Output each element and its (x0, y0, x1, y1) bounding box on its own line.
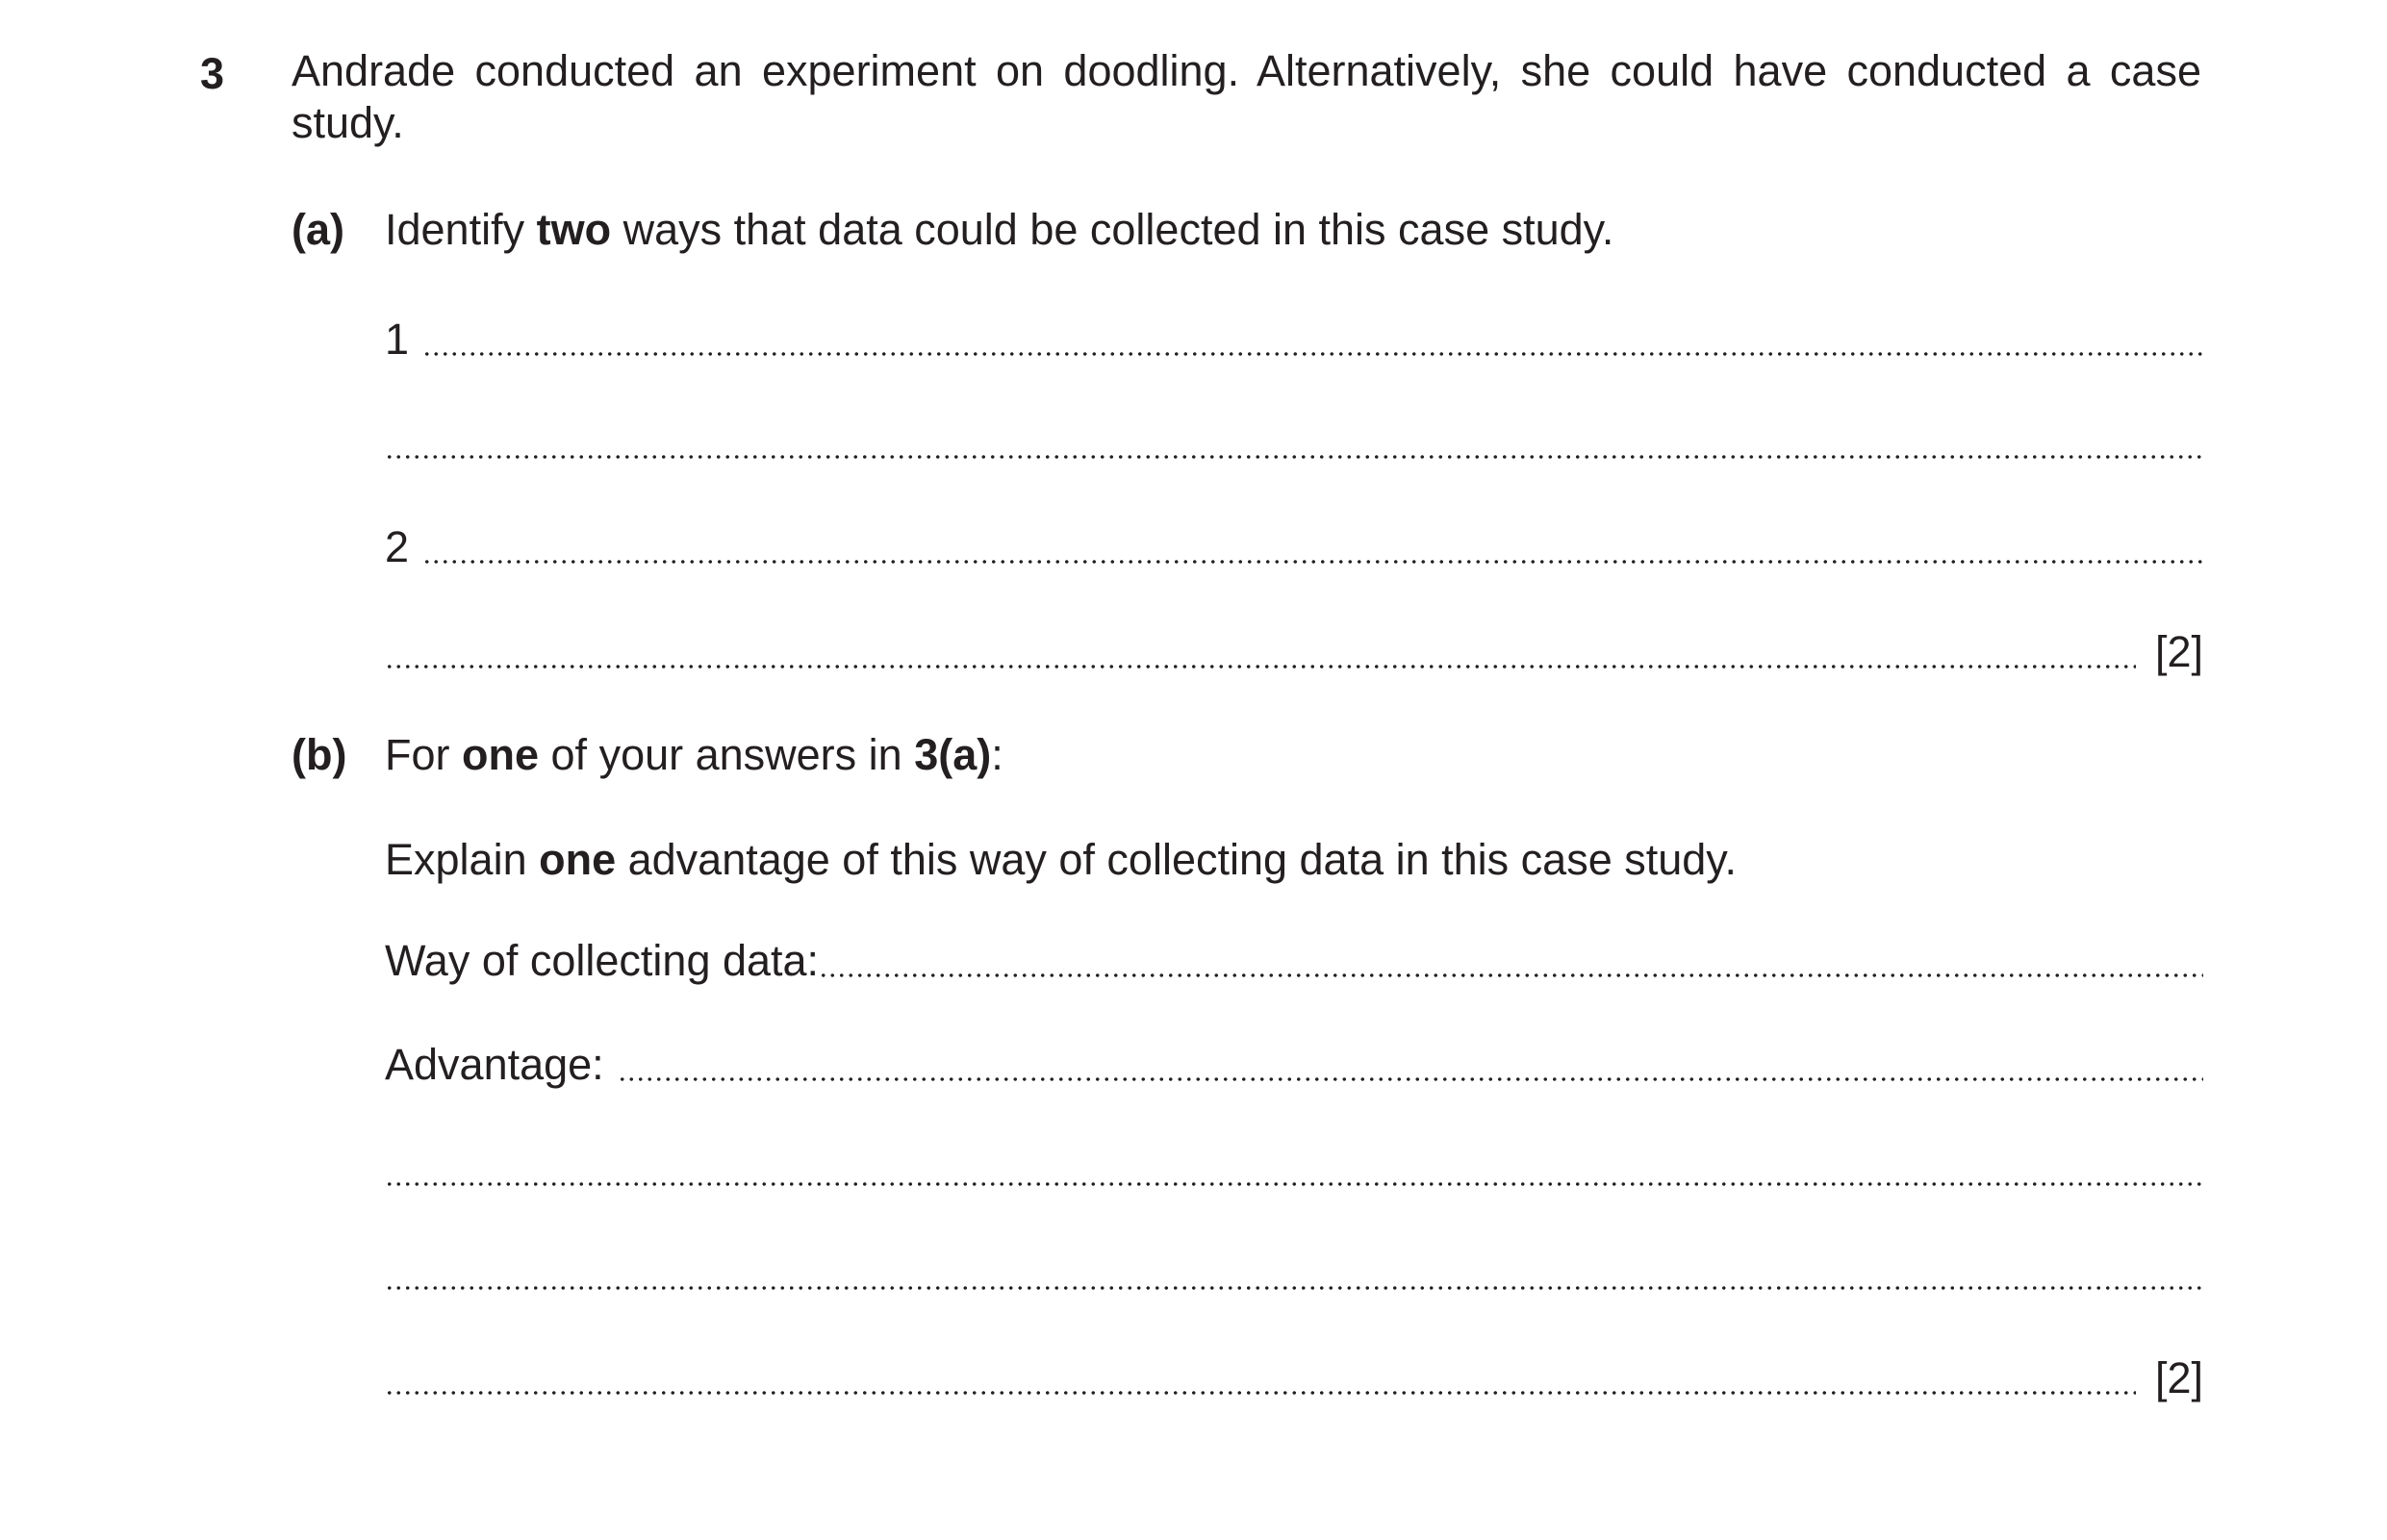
way-of-collecting-label: Way of collecting data: (385, 936, 820, 985)
part-a-prompt (385, 204, 1613, 256)
answer-line-a2-continued[interactable] (385, 620, 2203, 678)
answer-line-a1-continued[interactable] (385, 411, 2203, 468)
part-b-prompt-text-mid: of your answers in (539, 730, 915, 779)
answer-line-advantage-3[interactable] (385, 1242, 2203, 1300)
answer-line-way-of-collecting[interactable] (385, 929, 2203, 987)
question-number: 3 (200, 49, 225, 98)
part-b-prompt-reference: 3(a) (914, 730, 992, 779)
advantage-label: Advantage: (385, 1040, 604, 1089)
part-a-marks: [2] (2154, 627, 2203, 676)
part-a-prompt-text-end: ways that data could be collected in this case study. (611, 205, 1614, 254)
part-b-prompt (385, 729, 1003, 781)
dotted-rule (618, 1077, 2203, 1081)
answer-line-advantage-2[interactable] (385, 1138, 2203, 1196)
part-b-prompt-text: For (385, 730, 463, 779)
answer-line-a2[interactable] (385, 516, 2203, 573)
dotted-rule (385, 1286, 2203, 1290)
dotted-rule (422, 352, 2203, 356)
part-b-explain-text: Explain (385, 835, 540, 884)
answer-number-2: 2 (385, 522, 410, 571)
answer-line-advantage[interactable] (385, 1033, 2203, 1091)
part-b-prompt-emphasis: one (462, 730, 540, 779)
part-b-explain (385, 834, 1737, 886)
question-stem-line-1: Andrade conducted an experiment on doodling. Alternatively, she could have conducted a case (292, 46, 2201, 95)
dotted-rule (422, 560, 2203, 564)
part-b-label: (b) (292, 730, 347, 779)
part-b-explain-emphasis: one (539, 835, 617, 884)
dotted-rule (385, 1391, 2136, 1395)
dotted-rule (385, 665, 2136, 669)
question-stem (292, 45, 2201, 149)
part-b-explain-text-end: advantage of this way of collecting data in this case study. (616, 835, 1737, 884)
part-a-prompt-emphasis: two (536, 205, 612, 254)
part-a-label: (a) (292, 205, 344, 254)
dotted-rule (385, 1182, 2203, 1186)
part-b-prompt-text-end: : (991, 730, 1003, 779)
answer-line-a1[interactable] (385, 308, 2203, 366)
dotted-rule (819, 973, 2203, 977)
dotted-rule (385, 455, 2203, 459)
part-b-marks: [2] (2154, 1353, 2203, 1402)
question-stem-line-2: study. (292, 98, 404, 147)
answer-number-1: 1 (385, 315, 410, 364)
answer-line-advantage-4[interactable] (385, 1347, 2203, 1404)
part-a-prompt-text: Identify (385, 205, 537, 254)
